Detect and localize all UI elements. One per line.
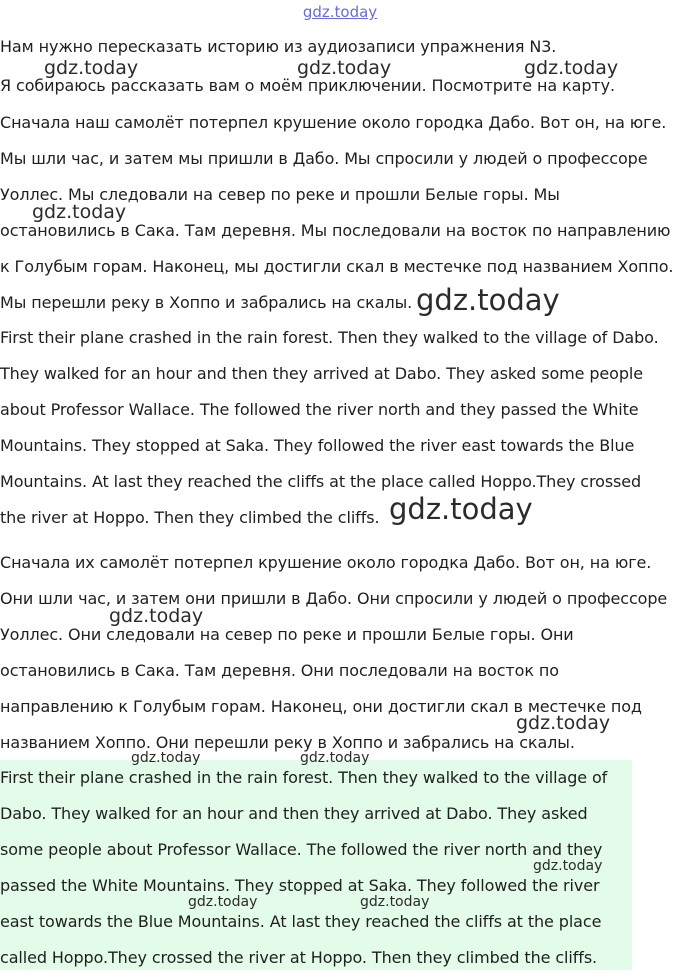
en2-line-5: east towards the Blue Mountains. At last they reached the cliffs at the place xyxy=(0,912,602,931)
en2-line-1: First their plane crashed in the rain forest. Then they walked to the village of xyxy=(0,768,608,787)
en1-line-4: Mountains. They stopped at Saka. They followed the river east towards the Blue xyxy=(0,436,635,455)
ru1-line-6: остановились в Сака. Там деревня. Мы последовали на восток по направлению xyxy=(0,221,671,240)
ru1-line-7: к Голубым горам. Наконец, мы достигли скал в местечке под названием Хоппо. xyxy=(0,257,674,276)
watermark: gdz.today xyxy=(516,712,611,734)
watermark: gdz.today xyxy=(131,750,201,766)
en1-line-3: about Professor Wallace. The followed the river north and they passed the White xyxy=(0,400,639,419)
watermark: gdz.today xyxy=(44,57,139,79)
watermark: gdz.today xyxy=(297,57,392,79)
watermark: gdz.today xyxy=(533,858,603,874)
ru2-line-2: Они шли час, и затем они пришли в Дабо. Они спросили у людей о профессоре xyxy=(0,589,668,608)
en2-line-2: Dabo. They walked for an hour and then they arrived at Dabo. They asked xyxy=(0,804,588,823)
en1-line-1: First their plane crashed in the rain forest. Then they walked to the village of Dabo. xyxy=(0,328,659,347)
watermark: gdz.today xyxy=(389,492,533,526)
watermark: gdz.today xyxy=(524,57,619,79)
ru1-line-5: Уоллес. Мы следовали на север по реке и прошли Белые горы. Мы xyxy=(0,185,560,204)
en2-line-4: passed the White Mountains. They stopped at Saka. They followed the river xyxy=(0,876,600,895)
watermark: gdz.today xyxy=(360,894,430,910)
ru1-line-4: Мы шли час, и затем мы пришли в Дабо. Мы спросили у людей о профессоре xyxy=(0,149,648,168)
ru1-line-3: Сначала наш самолёт потерпел крушение около городка Дабо. Вот он, на юге. xyxy=(0,113,667,132)
watermark: gdz.today xyxy=(109,605,204,627)
watermark: gdz.today xyxy=(300,750,370,766)
en2-line-6: called Hoppo.They crossed the river at Hoppo. Then they climbed the cliffs. xyxy=(0,948,598,967)
header-watermark-link[interactable]: gdz.today xyxy=(302,3,378,21)
ru2-line-6: названием Хоппо. Они перешли реку в Хоппо и забрались на скалы. xyxy=(0,733,575,752)
watermark: gdz.today xyxy=(416,283,560,317)
ru2-line-4: остановились в Сака. Там деревня. Они последовали на восток по xyxy=(0,661,559,680)
en1-line-2: They walked for an hour and then they arrived at Dabo. They asked some people xyxy=(0,364,643,383)
ru1-line-8: Мы перешли реку в Хоппо и забрались на скалы. xyxy=(0,293,413,312)
watermark: gdz.today xyxy=(32,201,127,223)
en2-line-3: some people about Professor Wallace. The followed the river north and they xyxy=(0,840,603,859)
ru2-line-5: направлению к Голубым горам. Наконец, они достигли скал в местечке под xyxy=(0,697,642,716)
ru1-line-2: Я собираюсь рассказать вам о моём приключении. Посмотрите на карту. xyxy=(0,76,615,95)
ru1-line-1: Нам нужно пересказать историю из аудиозаписи упражнения N3. xyxy=(0,37,557,56)
watermark: gdz.today xyxy=(188,894,258,910)
ru2-line-1: Сначала их самолёт потерпел крушение около городка Дабо. Вот он, на юге. xyxy=(0,553,652,572)
en1-line-5: Mountains. At last they reached the cliffs at the place called Hoppo.They crossed xyxy=(0,472,642,491)
en1-line-6: the river at Hoppo. Then they climbed the cliffs. xyxy=(0,508,380,527)
ru2-line-3: Уоллес. Они следовали на север по реке и прошли Белые горы. Они xyxy=(0,625,574,644)
